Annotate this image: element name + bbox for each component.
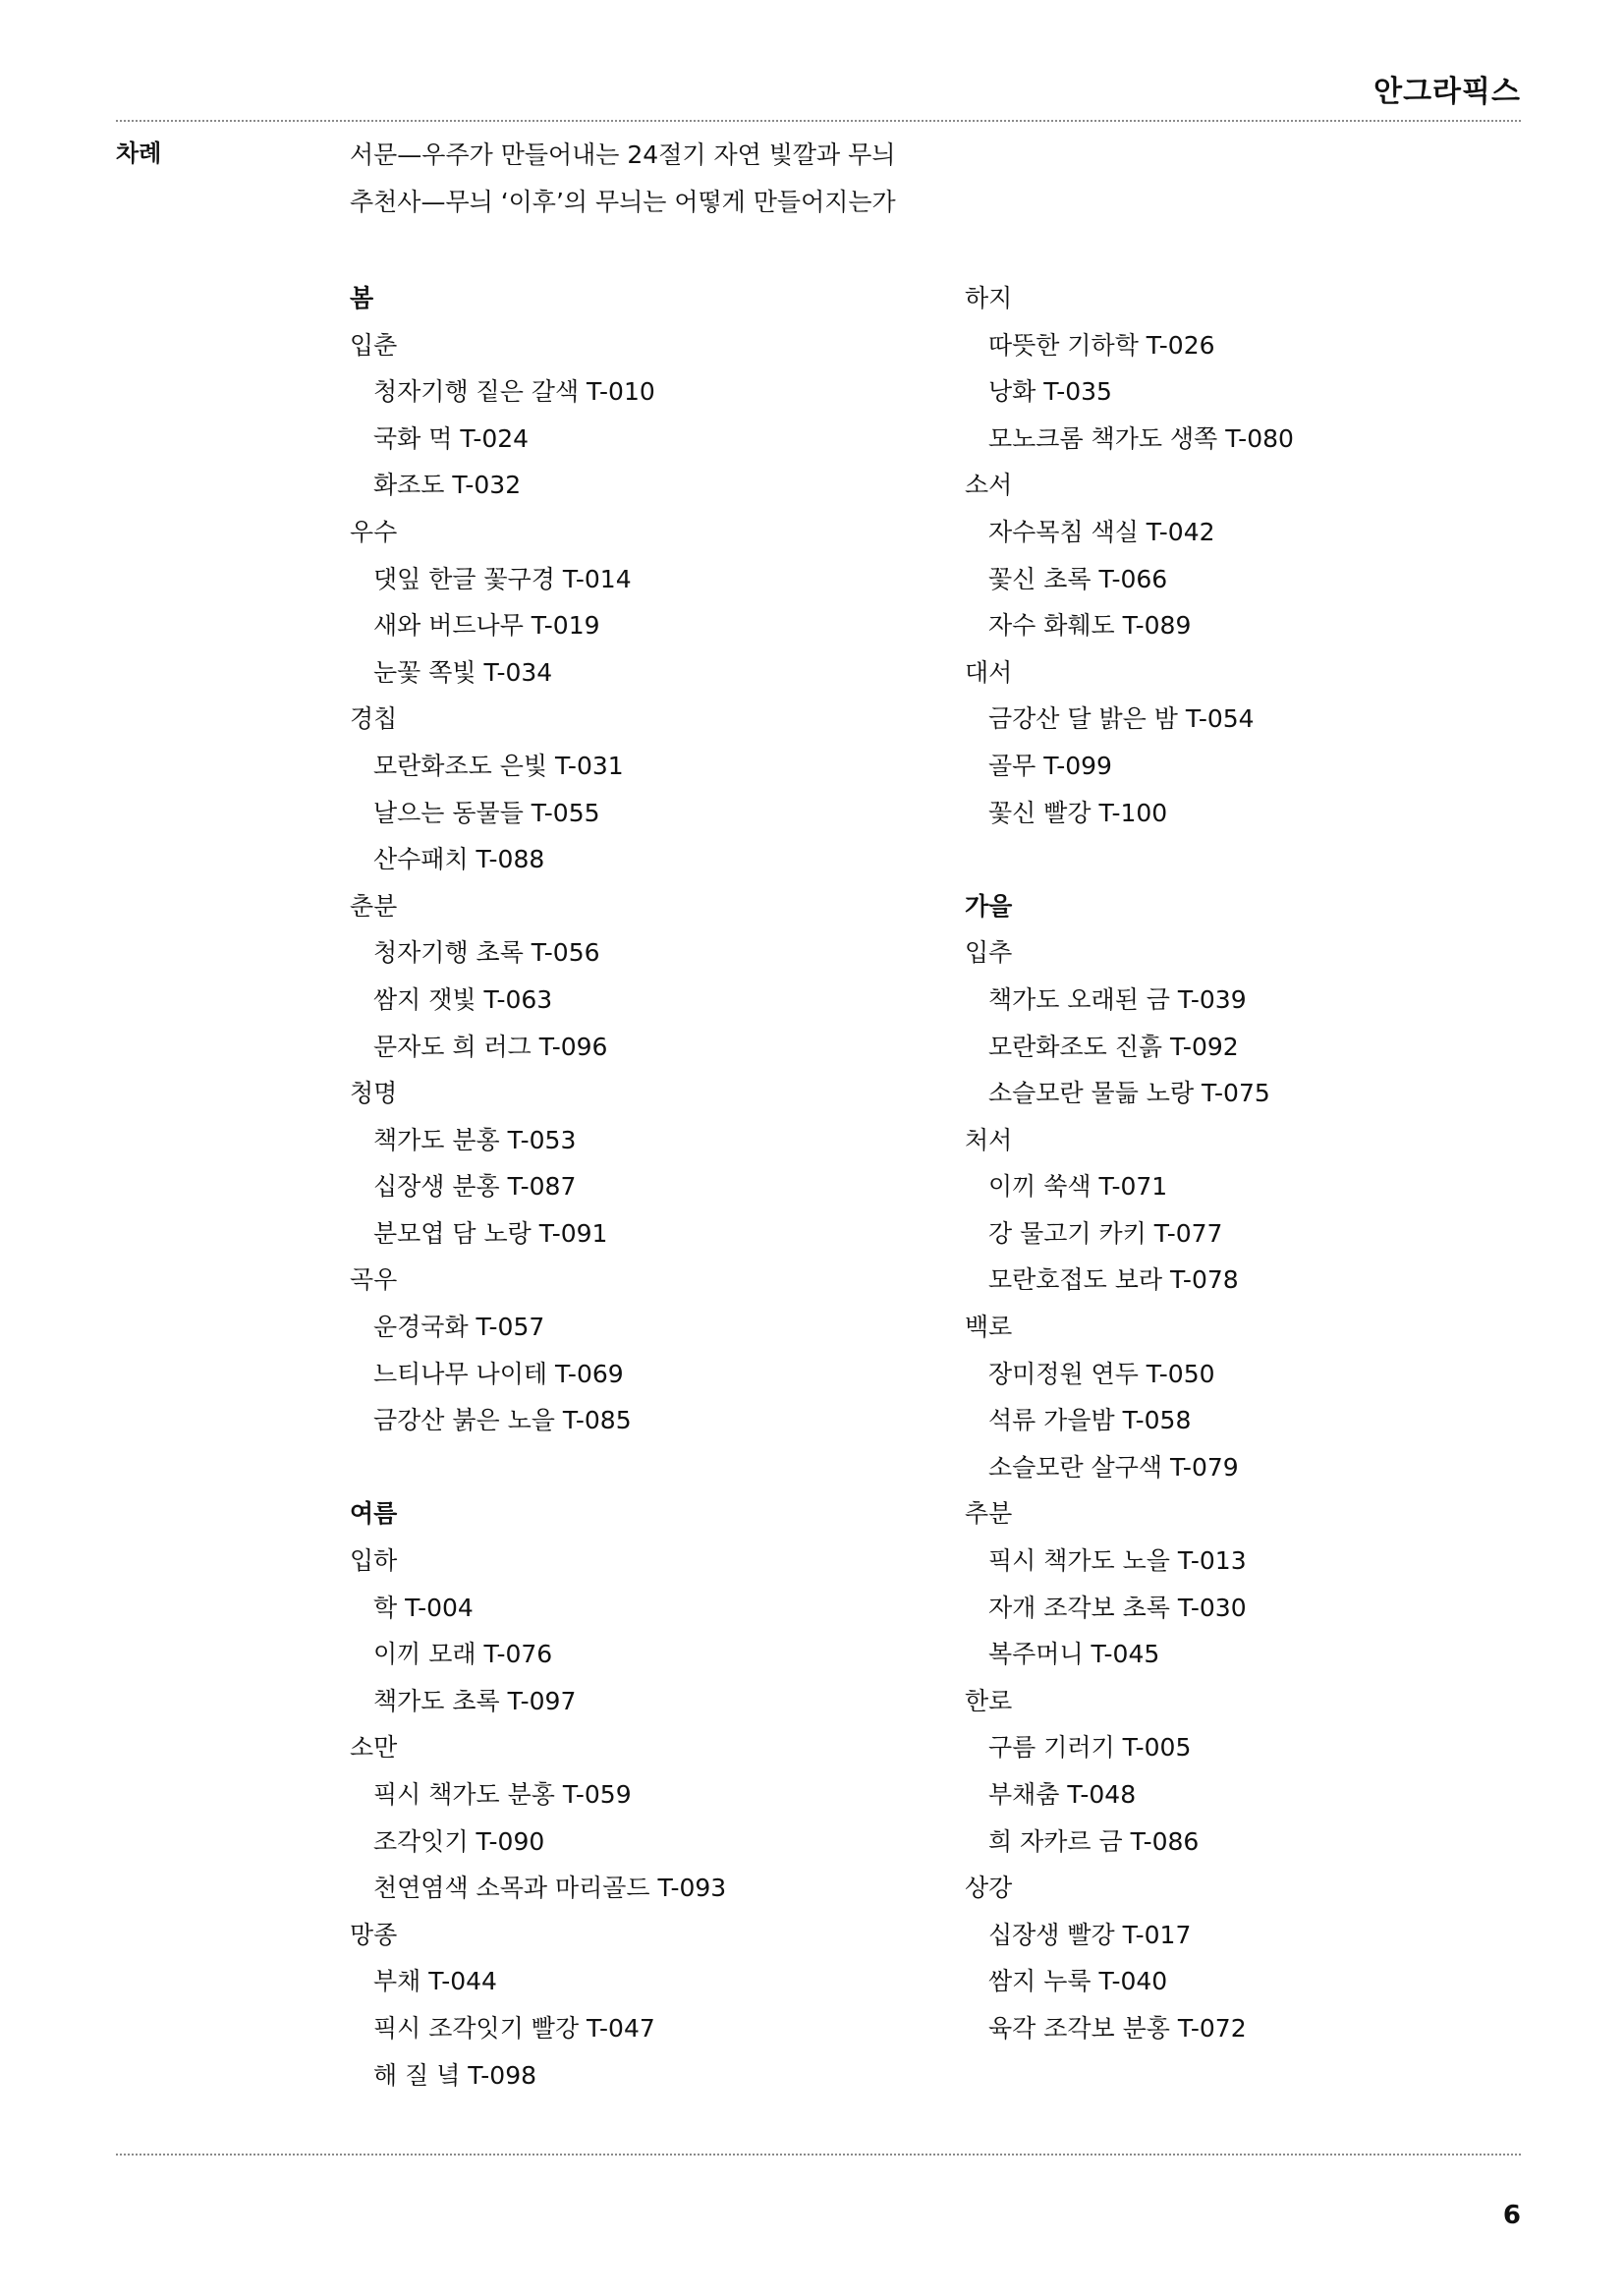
section-gap xyxy=(350,1444,726,1491)
toc-entry[interactable]: 장미정원 연두 T-050 xyxy=(988,1359,1215,1388)
toc-entry[interactable]: 희 자카르 금 T-086 xyxy=(988,1826,1200,1856)
solar-term-heading: 소만 xyxy=(350,1733,398,1763)
season-heading: 가을 xyxy=(965,891,1013,921)
toc-entry[interactable]: 복주머니 T-045 xyxy=(988,1640,1160,1669)
toc-entry[interactable]: 날으는 동물들 T-055 xyxy=(373,798,600,827)
toc-entry[interactable]: 해 질 녘 T-098 xyxy=(373,2060,537,2090)
toc-entry[interactable]: 골무 T-099 xyxy=(988,751,1112,780)
toc-entry[interactable]: 모노크롬 책가도 생쪽 T-080 xyxy=(988,423,1294,453)
solar-term-heading: 상강 xyxy=(965,1874,1013,1903)
toc-entry[interactable]: 댓잎 한글 꽃구경 T-014 xyxy=(373,564,632,593)
toc-entry[interactable]: 책가도 분홍 T-053 xyxy=(373,1125,577,1154)
toc-label: 차례 xyxy=(116,140,162,167)
toc-entry[interactable]: 소슬모란 물듦 노랑 T-075 xyxy=(988,1079,1270,1108)
toc-entry[interactable]: 모란호접도 보라 T-078 xyxy=(988,1265,1239,1295)
toc-entry[interactable]: 조각잇기 T-090 xyxy=(373,1826,545,1856)
toc-entry[interactable]: 책가도 오래된 금 T-039 xyxy=(988,984,1247,1014)
toc-entry[interactable]: 눈꽃 쪽빛 T-034 xyxy=(373,657,553,687)
toc-entry[interactable]: 청자기행 초록 T-056 xyxy=(373,938,600,968)
intro-recommendation[interactable]: 추천사—무늬 ‘이후’의 무늬는 어떻게 만들어지는가 xyxy=(350,188,896,216)
solar-term-heading: 소서 xyxy=(965,471,1013,500)
solar-term-heading: 백로 xyxy=(965,1313,1013,1342)
toc-entry[interactable]: 산수패치 T-088 xyxy=(373,845,545,874)
publisher-logo: 안그라픽스 xyxy=(1373,75,1521,109)
toc-entry[interactable]: 픽시 책가도 노을 T-013 xyxy=(988,1546,1247,1576)
toc-entry[interactable]: 모란화조도 진흙 T-092 xyxy=(988,1032,1239,1061)
solar-term-heading: 경칩 xyxy=(350,704,398,734)
toc-entry[interactable]: 자개 조각보 초록 T-030 xyxy=(988,1593,1247,1622)
toc-entry[interactable]: 십장생 분홍 T-087 xyxy=(373,1172,577,1202)
season-heading: 봄 xyxy=(350,284,374,312)
toc-entry[interactable]: 낭화 T-035 xyxy=(988,377,1112,407)
solar-term-heading: 입춘 xyxy=(350,330,398,360)
toc-entry[interactable]: 부채춤 T-048 xyxy=(988,1780,1137,1809)
solar-term-heading: 입추 xyxy=(965,938,1013,968)
solar-term-heading: 망종 xyxy=(350,1920,398,1949)
toc-entry[interactable]: 문자도 희 러그 T-096 xyxy=(373,1032,608,1061)
solar-term-heading: 입하 xyxy=(350,1546,398,1576)
toc-entry[interactable]: 이끼 모래 T-076 xyxy=(373,1640,553,1669)
toc-entry[interactable]: 픽시 책가도 분홍 T-059 xyxy=(373,1780,632,1809)
solar-term-heading: 청명 xyxy=(350,1079,398,1108)
toc-entry[interactable]: 자수목침 색실 T-042 xyxy=(988,517,1215,546)
toc-entry[interactable]: 쌈지 잿빛 T-063 xyxy=(373,984,553,1014)
solar-term-heading: 추분 xyxy=(965,1499,1013,1529)
toc-entry[interactable]: 금강산 달 밝은 밤 T-054 xyxy=(988,704,1255,734)
section-gap xyxy=(965,836,1294,883)
top-divider xyxy=(116,120,1521,122)
toc-entry[interactable]: 느티나무 나이테 T-069 xyxy=(373,1359,624,1388)
toc-entry[interactable]: 화조도 T-032 xyxy=(373,471,522,500)
solar-term-heading: 한로 xyxy=(965,1686,1013,1715)
season-heading: 여름 xyxy=(350,1499,398,1529)
toc-entry[interactable]: 따뜻한 기하학 T-026 xyxy=(988,330,1215,360)
intro-preface[interactable]: 서문—우주가 만들어내는 24절기 자연 빛깔과 무늬 xyxy=(350,140,896,169)
toc-entry[interactable]: 석류 가을밤 T-058 xyxy=(988,1406,1192,1435)
solar-term-heading: 곡우 xyxy=(350,1265,398,1295)
toc-entry[interactable]: 픽시 조각잇기 빨강 T-047 xyxy=(373,2013,655,2043)
toc-entry[interactable]: 부채 T-044 xyxy=(373,1967,497,1996)
solar-term-heading: 대서 xyxy=(965,657,1013,687)
toc-entry[interactable]: 강 물고기 카키 T-077 xyxy=(988,1218,1223,1248)
solar-term-heading: 우수 xyxy=(350,517,398,546)
toc-entry[interactable]: 책가도 초록 T-097 xyxy=(373,1686,577,1715)
toc-entry[interactable]: 쌈지 누룩 T-040 xyxy=(988,1967,1168,1996)
toc-entry[interactable]: 학 T-004 xyxy=(373,1593,474,1622)
toc-entry[interactable]: 육각 조각보 분홍 T-072 xyxy=(988,2013,1247,2043)
toc-entry[interactable]: 분모엽 담 노랑 T-091 xyxy=(373,1218,608,1248)
toc-left-column xyxy=(350,275,726,2099)
toc-entry[interactable]: 운경국화 T-057 xyxy=(373,1313,545,1342)
solar-term-heading: 춘분 xyxy=(350,891,398,921)
toc-entry[interactable]: 이끼 쑥색 T-071 xyxy=(988,1172,1168,1202)
toc-entry[interactable]: 금강산 붉은 노을 T-085 xyxy=(373,1406,632,1435)
toc-entry[interactable]: 모란화조도 은빛 T-031 xyxy=(373,751,624,780)
toc-right-column xyxy=(965,275,1294,2052)
toc-entry[interactable]: 천연염색 소목과 마리골드 T-093 xyxy=(373,1874,727,1903)
toc-entry[interactable]: 십장생 빨강 T-017 xyxy=(988,1920,1192,1949)
solar-term-heading: 하지 xyxy=(965,284,1013,312)
toc-entry[interactable]: 꽃신 빨강 T-100 xyxy=(988,798,1168,827)
toc-entry[interactable]: 꽃신 초록 T-066 xyxy=(988,564,1168,593)
toc-entry[interactable]: 국화 먹 T-024 xyxy=(373,423,530,453)
toc-entry[interactable]: 새와 버드나무 T-019 xyxy=(373,611,600,641)
intro-list xyxy=(350,132,896,226)
solar-term-heading: 처서 xyxy=(965,1125,1013,1154)
toc-entry[interactable]: 구름 기러기 T-005 xyxy=(988,1733,1192,1763)
toc-entry[interactable]: 자수 화훼도 T-089 xyxy=(988,611,1192,641)
toc-entry[interactable]: 소슬모란 살구색 T-079 xyxy=(988,1452,1239,1482)
toc-entry[interactable]: 청자기행 짙은 갈색 T-010 xyxy=(373,377,655,407)
bottom-divider xyxy=(116,2154,1521,2156)
page-number: 6 xyxy=(1502,2201,1521,2230)
